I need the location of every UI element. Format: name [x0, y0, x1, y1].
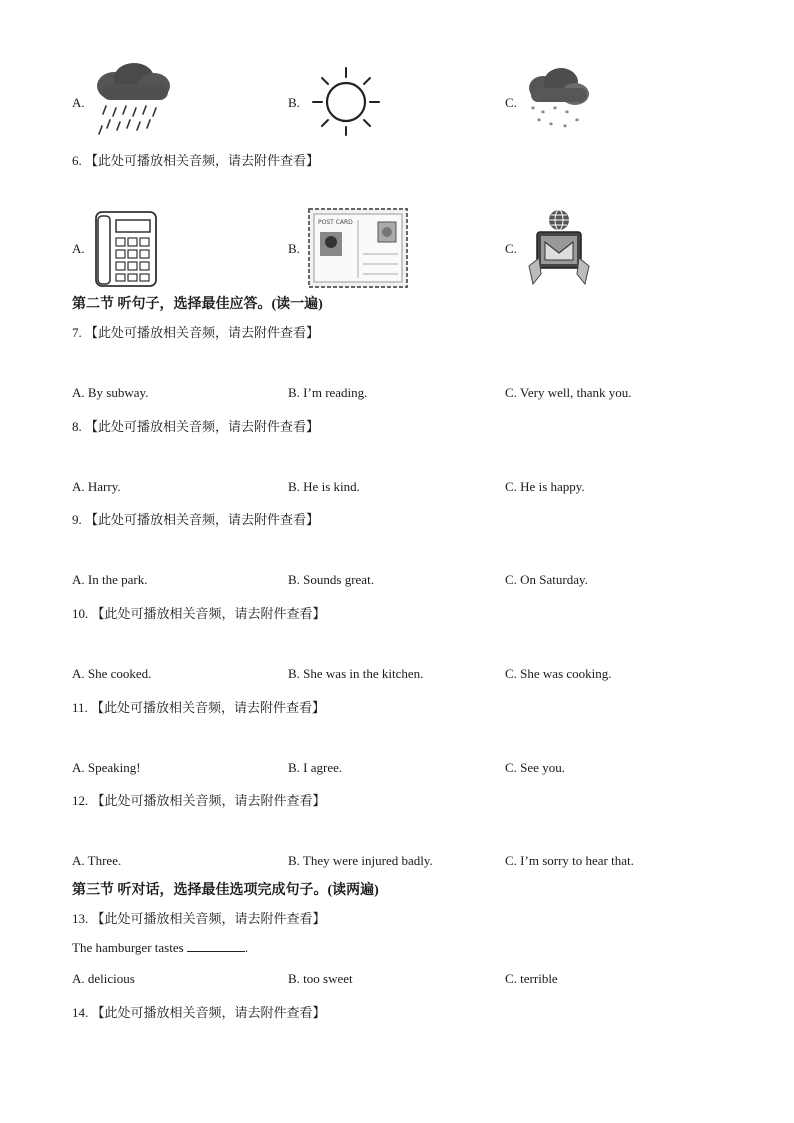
q10-option-c[interactable]: C. She was cooking.	[505, 666, 612, 681]
q12-option-b[interactable]: B. They were injured badly.	[288, 853, 433, 868]
option-letter: C.	[505, 95, 517, 110]
q13-option-b[interactable]: B. too sweet	[288, 971, 353, 986]
q7-option-c[interactable]: C. Very well, thank you.	[505, 385, 632, 400]
telephone-icon	[94, 208, 158, 288]
svg-text:*: *	[575, 117, 579, 126]
q12-option-a[interactable]: A. Three.	[72, 853, 122, 868]
q9-option-c[interactable]: C. On Saturday.	[505, 572, 588, 587]
option-letter: A.	[72, 95, 85, 110]
audio-prompt[interactable]: 【此处可播放相关音频，请去附件查看】	[91, 911, 326, 926]
question-8	[72, 416, 319, 435]
svg-text:*: *	[537, 117, 541, 126]
postcard-icon	[308, 208, 408, 288]
q10-option-b[interactable]: B. She was in the kitchen.	[288, 666, 424, 681]
q8-option-c[interactable]: C. He is happy.	[505, 479, 585, 494]
q9-option-a[interactable]: A. In the park.	[72, 572, 148, 587]
q13-option-c[interactable]: C. terrible	[505, 971, 558, 986]
q13-option-a[interactable]: A. delicious	[72, 971, 135, 986]
audio-prompt[interactable]: 【此处可播放相关音频，请去附件查看】	[91, 606, 326, 621]
question-11	[72, 697, 325, 716]
q12-option-c[interactable]: C. I’m sorry to hear that.	[505, 853, 634, 868]
svg-text:*: *	[541, 109, 545, 118]
q7-option-a[interactable]: A. By subway.	[72, 385, 149, 400]
q11-option-a[interactable]: A. Speaking!	[72, 760, 141, 775]
question-number: 13.	[72, 911, 89, 926]
q8-option-b[interactable]: B. He is kind.	[288, 479, 360, 494]
sentence-end: .	[244, 940, 249, 955]
svg-text:*: *	[565, 109, 569, 118]
svg-text:*: *	[531, 105, 535, 114]
question-9	[72, 509, 319, 528]
option-letter: C.	[505, 241, 517, 256]
option-letter: B.	[288, 241, 300, 256]
q8-option-a[interactable]: A. Harry.	[72, 479, 121, 494]
question-7	[72, 322, 319, 341]
sun-icon	[310, 64, 382, 136]
section-3-heading: 第三节 听对话，选择最佳选项完成句子。(读两遍)	[72, 883, 379, 898]
svg-text:*: *	[549, 121, 553, 130]
audio-prompt[interactable]: 【此处可播放相关音频，请去附件查看】	[85, 419, 320, 434]
question-number: 7.	[72, 325, 82, 340]
option-letter: A.	[72, 241, 85, 256]
sentence-text: The hamburger tastes	[72, 940, 184, 955]
question-number: 11.	[72, 700, 88, 715]
q11-option-b[interactable]: B. I agree.	[288, 760, 343, 775]
question-number: 8.	[72, 419, 82, 434]
q7-option-b[interactable]: B. I’m reading.	[288, 385, 368, 400]
audio-prompt[interactable]: 【此处可播放相关音频，请去附件查看】	[91, 793, 326, 808]
audio-prompt[interactable]: 【此处可播放相关音频，请去附件查看】	[85, 325, 320, 340]
snow-cloud-icon	[525, 66, 591, 138]
answer-blank[interactable]	[187, 939, 245, 952]
q9-option-b[interactable]: B. Sounds great.	[288, 572, 374, 587]
q13-sentence	[72, 939, 248, 956]
question-6	[72, 150, 319, 169]
q10-option-a[interactable]: A. She cooked.	[72, 666, 152, 681]
postcard-title: POST CARD	[318, 219, 353, 226]
email-tablet-icon	[527, 208, 591, 288]
question-13	[72, 908, 326, 927]
question-number: 9.	[72, 512, 82, 527]
svg-text:*: *	[553, 105, 557, 114]
audio-prompt[interactable]: 【此处可播放相关音频，请去附件查看】	[85, 153, 320, 168]
question-14	[72, 1002, 326, 1021]
audio-prompt[interactable]: 【此处可播放相关音频，请去附件查看】	[85, 512, 320, 527]
rain-cloud-icon	[92, 62, 174, 140]
section-2-heading: 第二节 听句子，选择最佳应答。(读一遍)	[72, 297, 323, 312]
audio-prompt[interactable]: 【此处可播放相关音频，请去附件查看】	[91, 700, 326, 715]
question-number: 14.	[72, 1005, 89, 1020]
svg-text:*: *	[563, 123, 567, 132]
question-number: 6.	[72, 153, 82, 168]
question-12	[72, 790, 326, 809]
option-letter: B.	[288, 95, 300, 110]
audio-prompt[interactable]: 【此处可播放相关音频，请去附件查看】	[91, 1005, 326, 1020]
question-number: 12.	[72, 793, 89, 808]
q11-option-c[interactable]: C. See you.	[505, 760, 565, 775]
question-number: 10.	[72, 606, 89, 621]
question-10	[72, 603, 326, 622]
